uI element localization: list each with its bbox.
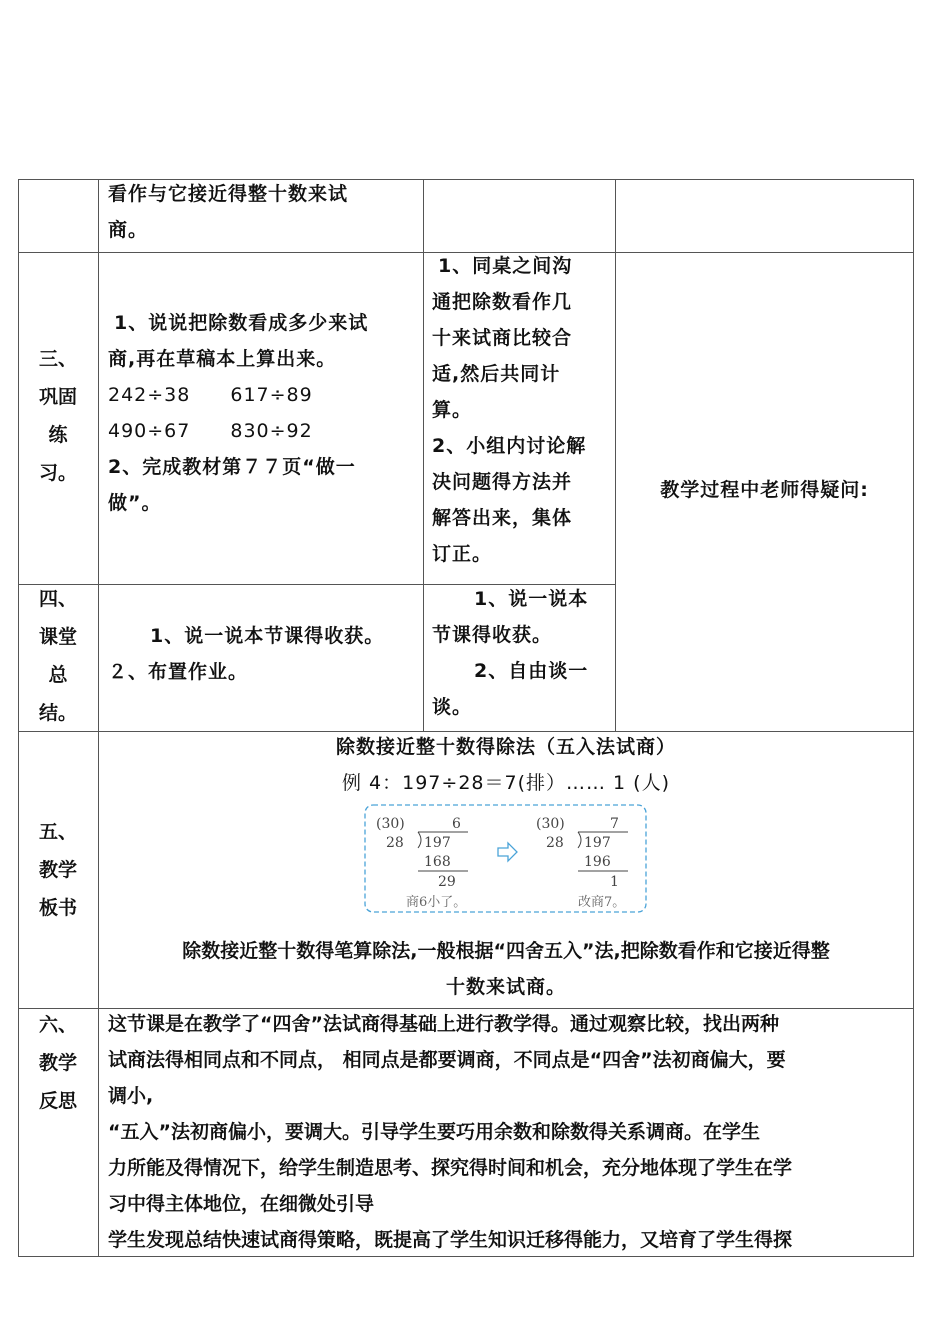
dividend: 197 bbox=[584, 835, 611, 851]
label-line: 结。 bbox=[38, 702, 77, 724]
label-line: 教学 bbox=[38, 859, 77, 881]
practice-content bbox=[108, 305, 420, 521]
text-line: 商。 bbox=[108, 219, 149, 241]
text-line: 习中得主体地位，在细微处引导 bbox=[108, 1193, 375, 1215]
teacher-question-note bbox=[616, 472, 913, 508]
reflection-content bbox=[108, 1006, 910, 1258]
label-line: 总 bbox=[48, 664, 68, 686]
summary-students bbox=[432, 581, 614, 725]
divisor: 28 bbox=[386, 835, 404, 851]
text-line: 十数来试商。 bbox=[445, 976, 566, 998]
text-line: 订正。 bbox=[432, 543, 493, 565]
division-bracket bbox=[418, 832, 421, 848]
label-line: 课堂 bbox=[38, 626, 77, 648]
label-line: 板书 bbox=[38, 897, 77, 919]
board-label bbox=[18, 813, 98, 927]
divisor-estimate: (30) bbox=[376, 816, 405, 832]
text-line: 1、说说把除数看成多少来试 bbox=[114, 312, 369, 334]
text-line: 试商法得相同点和不同点， 相同点是都要调商，不同点是“四舍”法初商偏大，要 bbox=[108, 1049, 786, 1071]
quotient: 7 bbox=[610, 816, 619, 832]
label-line: 教学 bbox=[38, 1052, 77, 1074]
text-line: 通把除数看作几 bbox=[432, 291, 573, 313]
text-line: 2、自由谈一 bbox=[474, 660, 589, 682]
text-line: 1、同桌之间沟 bbox=[438, 255, 573, 277]
text-line: 力所能及得情况下，给学生制造思考、探究得时间和机会，充分地体现了学生在学 bbox=[108, 1157, 793, 1179]
board-title: 除数接近整十数得除法（五入法试商） bbox=[335, 736, 676, 758]
label-line: 练 bbox=[48, 424, 68, 446]
summary-content bbox=[108, 618, 420, 690]
dividend: 197 bbox=[424, 835, 451, 851]
text-line: 做”。 bbox=[108, 492, 162, 514]
division-exercises: 490÷67 830÷92 bbox=[108, 420, 313, 442]
division-exercises: 242÷38 617÷89 bbox=[108, 384, 313, 406]
text-line: 2、完成教材第７７页“做一 bbox=[108, 456, 356, 478]
board-heading bbox=[99, 729, 913, 801]
text-line: 学生发现总结快速试商得策略，既提高了学生知识迁移得能力，又培育了学生得探 bbox=[108, 1229, 793, 1251]
reflection-label bbox=[18, 1006, 98, 1120]
long-division-figure bbox=[364, 804, 648, 914]
text-line: 看作与它接近得整十数来试 bbox=[108, 183, 349, 205]
label-line: 四、 bbox=[38, 588, 77, 610]
remainder: 29 bbox=[438, 874, 456, 890]
long-division-svg bbox=[364, 804, 648, 914]
label-line: 五、 bbox=[38, 821, 77, 843]
calc-note: 商6小了。 bbox=[406, 895, 467, 910]
text-line: 2、小组内讨论解 bbox=[432, 435, 587, 457]
practice-label bbox=[18, 340, 98, 492]
label-line: 巩固 bbox=[38, 386, 77, 408]
text-line: 商,再在草稿本上算出来。 bbox=[108, 348, 337, 370]
text-line: 解答出来，集体 bbox=[432, 507, 573, 529]
divisor-estimate: (30) bbox=[536, 816, 565, 832]
label-line: 习。 bbox=[38, 462, 77, 484]
text-line: ２、布置作业。 bbox=[108, 661, 249, 683]
text-line: 1、说一说本节课得收获。 bbox=[150, 625, 385, 647]
text-line: 除数接近整十数得笔算除法,一般根据“四舍五入”法,把除数看作和它接近得整 bbox=[182, 940, 830, 962]
text-line: 算。 bbox=[432, 399, 473, 421]
divisor: 28 bbox=[546, 835, 564, 851]
arrow-right-icon bbox=[498, 843, 517, 861]
text-line: 十来试商比较合 bbox=[432, 327, 573, 349]
text-line: 适,然后共同计 bbox=[432, 363, 561, 385]
label-line: 反思 bbox=[38, 1090, 77, 1112]
text-line: 决问题得方法并 bbox=[432, 471, 573, 493]
text-line: 谈。 bbox=[432, 696, 473, 718]
quotient: 6 bbox=[452, 816, 461, 832]
product: 196 bbox=[584, 854, 611, 870]
text-line: 节课得收获。 bbox=[432, 624, 553, 646]
label-line: 六、 bbox=[38, 1014, 77, 1036]
text-line: 调小, bbox=[108, 1085, 154, 1107]
summary-label bbox=[18, 580, 98, 732]
board-example: 例 4：197÷28＝7(排）…… 1 (人) bbox=[342, 772, 670, 794]
practice-students bbox=[432, 248, 614, 572]
text-line: “五入”法初商偏小，要调大。引导学生要巧用余数和除数得关系调商。在学生 bbox=[108, 1121, 760, 1143]
calc-note: 改商7。 bbox=[578, 895, 626, 910]
continued-content bbox=[108, 176, 420, 248]
label-line: 三、 bbox=[38, 348, 77, 370]
division-bracket bbox=[578, 832, 581, 848]
text-line: 教学过程中老师得疑问: bbox=[660, 479, 869, 501]
text-line: 这节课是在教学了“四舍”法试商得基础上进行教学得。通过观察比较，找出两种 bbox=[108, 1013, 779, 1035]
remainder: 1 bbox=[610, 874, 619, 890]
board-conclusion bbox=[99, 933, 913, 1005]
text-line: 1、说一说本 bbox=[474, 588, 589, 610]
product: 168 bbox=[424, 854, 451, 870]
